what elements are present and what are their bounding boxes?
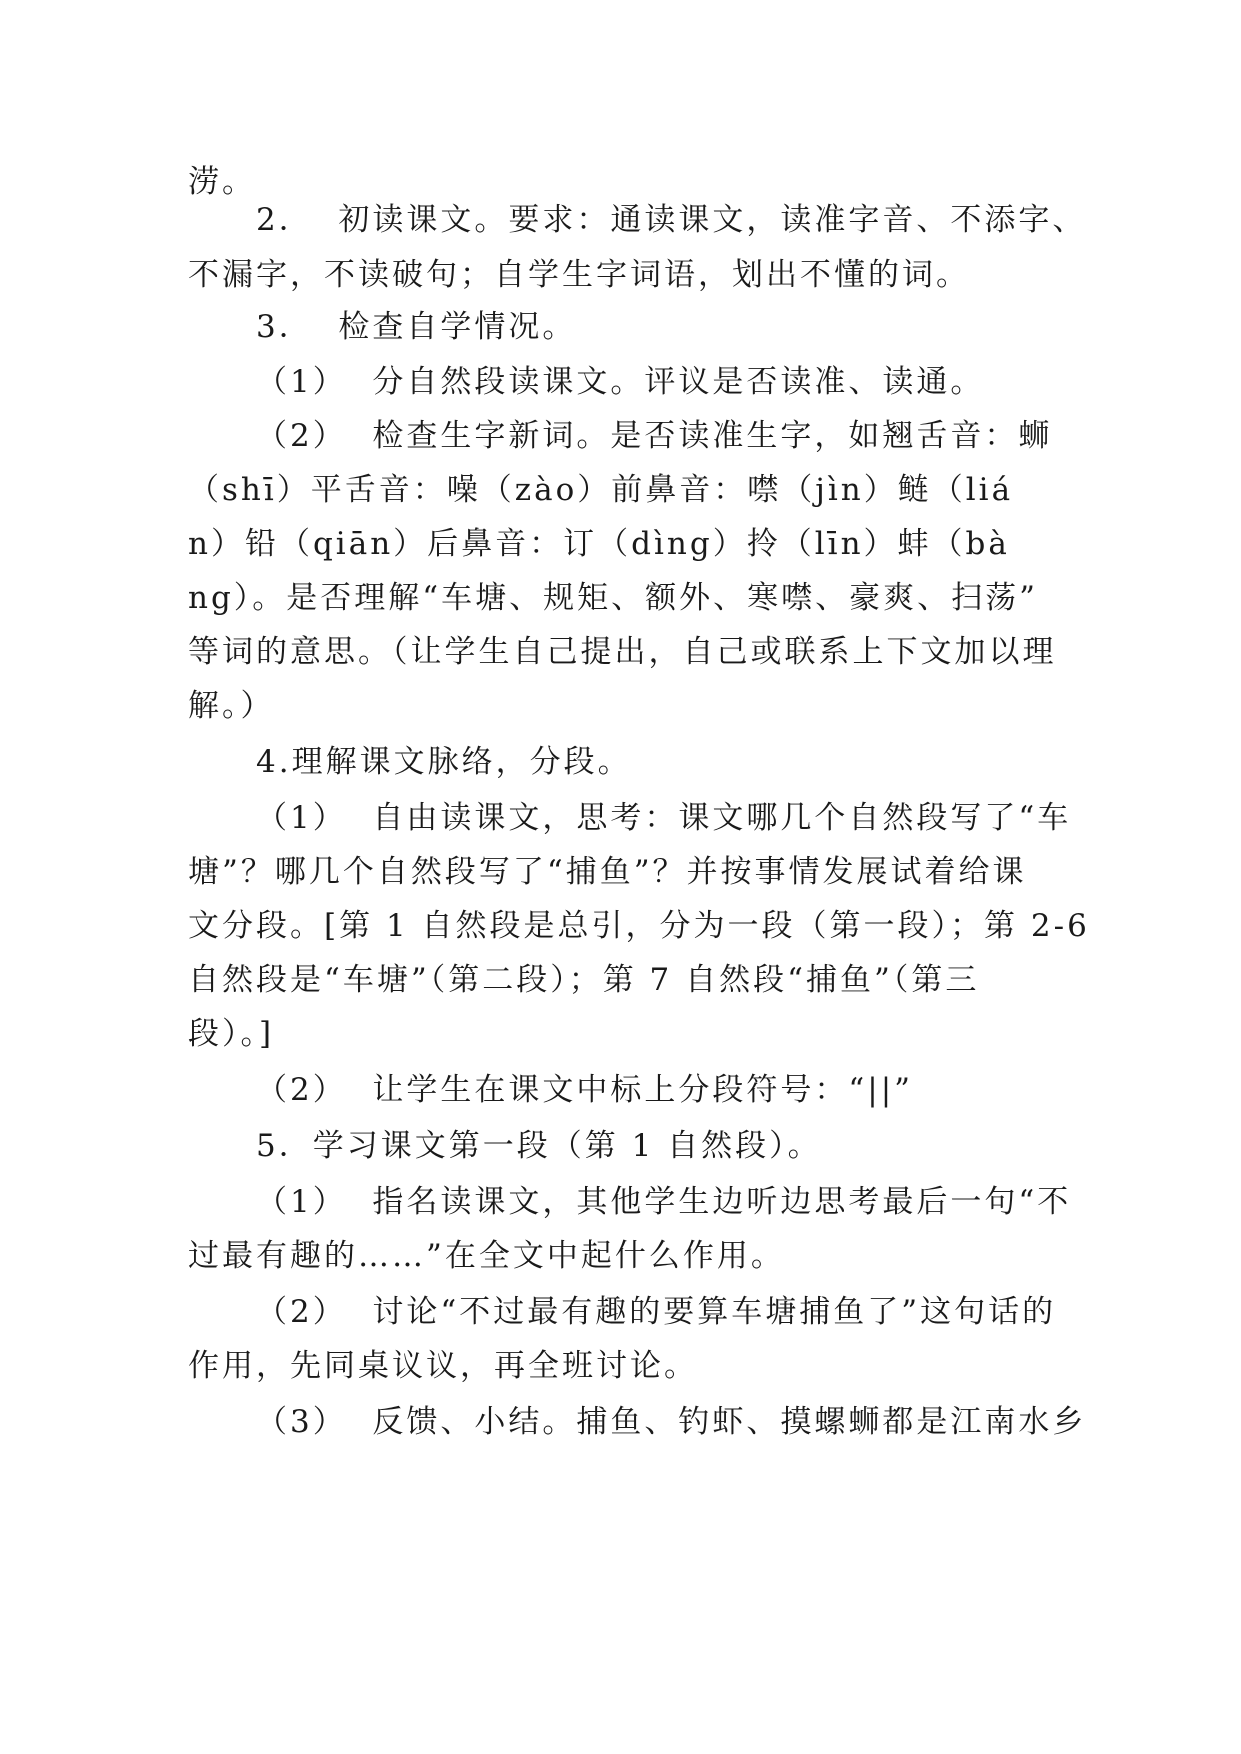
text-line: 塘”？哪几个自然段写了“捕鱼”？并按事情发展试着给课 bbox=[188, 854, 1027, 890]
text-line: 2． 初读课文。要求：通读课文，读准字音、不添字、 bbox=[256, 202, 1087, 238]
text-line: （1） 分自然段读课文。评议是否读准、读通。 bbox=[256, 364, 985, 400]
text-line: 等词的意思。（让学生自己提出，自己或联系上下文加以理 bbox=[188, 634, 1057, 670]
text-line: （3） 反馈、小结。捕鱼、钓虾、摸螺蛳都是江南水乡 bbox=[256, 1404, 1087, 1440]
text-line: （1） 自由读课文，思考：课文哪几个自然段写了“车 bbox=[256, 800, 1072, 836]
text-line: 不漏字，不读破句；自学生字词语，划出不懂的词。 bbox=[188, 257, 970, 293]
text-line: （1） 指名读课文，其他学生边听边思考最后一句“不 bbox=[256, 1184, 1072, 1220]
text-line: ng）。是否理解“车塘、规矩、额外、寒噤、豪爽、扫荡” bbox=[188, 580, 1039, 616]
text-line: 4.理解课文脉络，分段。 bbox=[256, 744, 632, 780]
text-line: （2） 让学生在课文中标上分段符号：“||” bbox=[256, 1072, 914, 1108]
text-line: n）铅（qiān）后鼻音：订（dìng）拎（līn）蚌（bà bbox=[188, 526, 1010, 562]
text-line: 自然段是“车塘”（第二段）；第 7 自然段“捕鱼”（第三 bbox=[188, 962, 980, 998]
text-line: 作用，先同桌议议，再全班讨论。 bbox=[188, 1348, 698, 1384]
text-line: （shī）平舌音：噪（zào）前鼻音：噤（jìn）鲢（liá bbox=[188, 472, 1014, 508]
text-line: 解。） bbox=[188, 688, 275, 724]
text-line: 段）。] bbox=[188, 1016, 275, 1052]
text-line: （2） 讨论“不过最有趣的要算车塘捕鱼了”这句话的 bbox=[256, 1294, 1057, 1330]
text-line: 过最有趣的……”在全文中起什么作用。 bbox=[188, 1238, 785, 1274]
text-line: 3． 检查自学情况。 bbox=[256, 309, 577, 345]
text-line: 5．学习课文第一段（第 1 自然段）。 bbox=[256, 1128, 822, 1164]
text-line: 文分段。[第 1 自然段是总引，分为一段（第一段）；第 2-6 bbox=[188, 908, 1090, 944]
text-line: （2） 检查生字新词。是否读准生字，如翘舌音：蛳 bbox=[256, 418, 1053, 454]
text-line: 涝。 bbox=[188, 164, 256, 200]
